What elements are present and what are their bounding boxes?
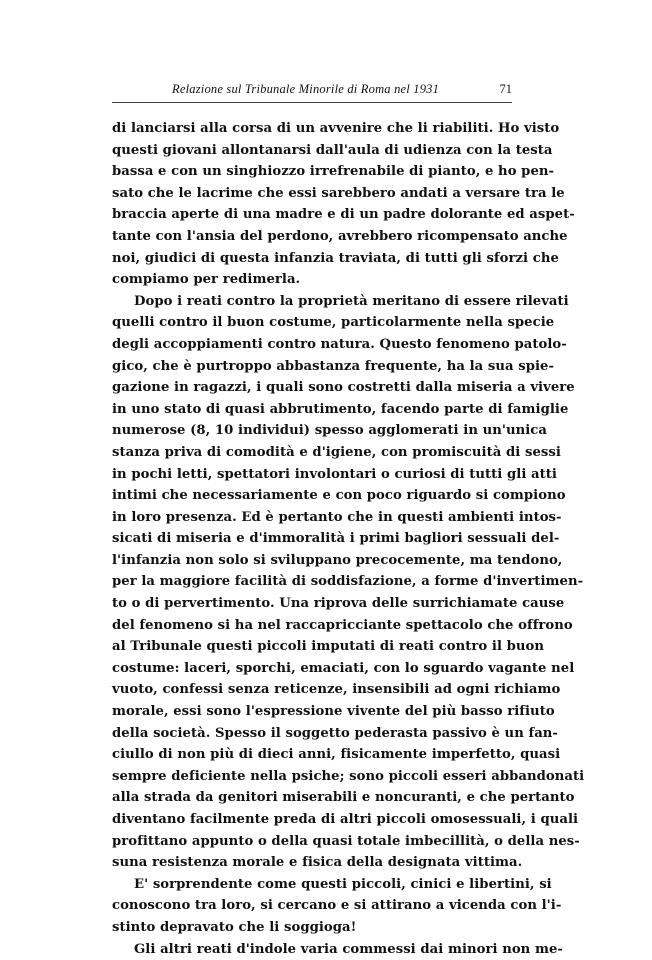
text-line: noi, giudici di questa infanzia traviata, di tutti gli sforzi che bbox=[112, 250, 559, 266]
text-line: sicati di miseria e d'immoralità i primi bagliori sessuali del- bbox=[112, 531, 560, 547]
text-line: in pochi letti, spettatori involontari o curiosi di tutti gli atti bbox=[112, 466, 557, 482]
text-line: stinto depravato che li soggioga! bbox=[112, 919, 357, 935]
text-line: della società. Spesso il soggetto pederasta passivo è un fan- bbox=[112, 725, 558, 741]
text-line: vuoto, confessi senza reticenze, insensibili ad ogni richiamo bbox=[112, 682, 561, 698]
text-line: suna resistenza morale e fisica della designata vittima. bbox=[112, 855, 523, 871]
body-text bbox=[112, 118, 585, 960]
text-line: alla strada da genitori miserabili e noncuranti, e che pertanto bbox=[112, 790, 575, 806]
text-line: quelli contro il buon costume, particolarmente nella specie bbox=[112, 315, 555, 331]
running-header bbox=[112, 82, 512, 103]
text-line: del fenomeno si ha nel raccapricciante spettacolo che offrono bbox=[112, 617, 573, 633]
text-line: per la maggiore facilità di soddisfazione, a forme d'invertimen- bbox=[112, 574, 584, 590]
text-line: conoscono tra loro, si cercano e si attirano a vicenda con l'i- bbox=[112, 898, 562, 914]
page-number: 71 bbox=[499, 82, 512, 96]
text-line: ciullo di non più di dieci anni, fisicamente imperfetto, quasi bbox=[112, 747, 561, 763]
text-line: Dopo i reati contro la proprietà meritano di essere rilevati bbox=[134, 293, 569, 309]
text-line: tante con l'ansia del perdono, avrebbero ricompensato anche bbox=[112, 228, 568, 244]
text-line: gico, che è purtroppo abbastanza frequente, ha la sua spie- bbox=[112, 358, 554, 374]
text-line: sato che le lacrime che essi sarebbero andati a versare tra le bbox=[112, 185, 565, 201]
text-line: di lanciarsi alla corsa di un avvenire che li riabiliti. Ho visto bbox=[112, 121, 560, 136]
text-line: intimi che necessariamente e con poco riguardo si compiono bbox=[112, 488, 566, 504]
text-line: stanza priva di comodità e d'igiene, con promiscuità di sessi bbox=[112, 444, 561, 460]
text-line: degli accoppiamenti contro natura. Questo fenomeno patolo- bbox=[112, 336, 567, 352]
text-line: costume: laceri, sporchi, emaciati, con lo sguardo vagante nel bbox=[112, 660, 575, 676]
text-line: braccia aperte di una madre e di un padre dolorante ed aspet- bbox=[112, 207, 575, 223]
text-line: morale, essi sono l'espressione vivente del più basso rifiuto bbox=[112, 704, 555, 720]
text-line: E' sorprendente come questi piccoli, cinici e libertini, si bbox=[134, 876, 552, 892]
text-line: l'infanzia non solo si sviluppano precocemente, ma tendono, bbox=[112, 552, 563, 568]
text-line: to o di pervertimento. Una riprova delle surrichiamate cause bbox=[112, 596, 565, 612]
text-line: al Tribunale questi piccoli imputati di reati contro il buon bbox=[112, 639, 545, 655]
text-line: questi giovani allontanarsi dall'aula di udienza con la testa bbox=[112, 142, 553, 158]
text-line: numerose (8, 10 individui) spesso agglomerati in un'unica bbox=[112, 423, 547, 439]
text-line: gazione in ragazzi, i quali sono costretti dalla miseria a vivere bbox=[112, 380, 575, 396]
text-line: compiamo per redimerla. bbox=[112, 272, 301, 288]
text-line: bassa e con un singhiozzo irrefrenabile di pianto, e ho pen- bbox=[112, 164, 555, 180]
text-line: in loro presenza. Ed è pertanto che in questi ambienti intos- bbox=[112, 509, 562, 525]
text-line: sempre deficiente nella psiche; sono piccoli esseri abbandonati bbox=[112, 768, 585, 784]
text-line: diventano facilmente preda di altri piccoli omosessuali, i quali bbox=[112, 812, 579, 827]
text-line: profittano appunto o della quasi totale imbecillità, o della nes- bbox=[112, 833, 580, 849]
text-line: in uno stato di quasi abbrutimento, facendo parte di famiglie bbox=[112, 401, 569, 417]
text-line: Gli altri reati d'indole varia commessi dai minori non me- bbox=[134, 941, 563, 957]
running-title: Relazione sul Tribunale Minorile di Roma nel 1931 bbox=[172, 82, 440, 96]
